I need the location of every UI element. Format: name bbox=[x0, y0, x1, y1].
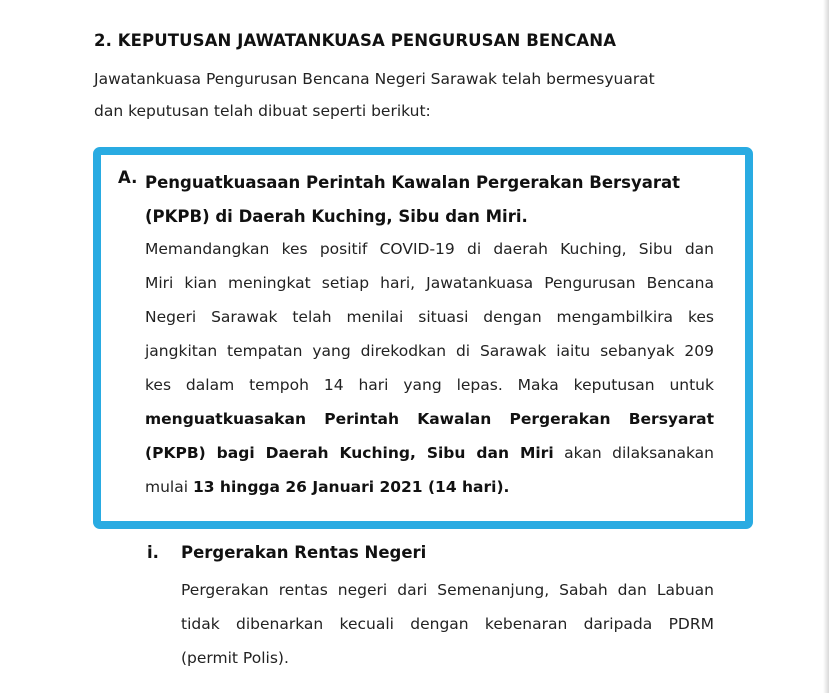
body-line: jangkitan tempatan yang direkodkan di Sarawak iaitu sebanyak 209 bbox=[145, 342, 714, 360]
item-a-title-line: Penguatkuasaan Perintah Kawalan Pergerakan Bersyarat bbox=[145, 173, 681, 192]
intro-line: Jawatankuasa Pengurusan Bencana Negeri Sarawak telah bermesyuarat bbox=[94, 70, 655, 88]
regular-text: akan dilaksanakan bbox=[553, 444, 714, 462]
sub-item-title: Pergerakan Rentas Negeri bbox=[181, 543, 427, 562]
sub-item-marker: i. bbox=[147, 543, 159, 562]
item-a-marker: A. bbox=[118, 168, 138, 187]
regular-text: mulai bbox=[145, 478, 193, 496]
body-line: Negeri Sarawak telah menilai situasi dengan mengambilkira kes bbox=[145, 308, 714, 326]
bold-text: menguatkuasakan Perintah Kawalan Pergerakan Bersyarat bbox=[145, 410, 714, 428]
body-line-mixed bbox=[145, 470, 714, 504]
item-a-body bbox=[145, 232, 714, 504]
bold-text: (PKPB) bagi Daerah Kuching, Sibu dan Miri bbox=[145, 444, 554, 462]
sub-body-line: (permit Polis). bbox=[181, 649, 289, 667]
item-a-title bbox=[145, 166, 680, 234]
sub-body-line: tidak dibenarkan kecuali dengan kebenaran daripada PDRM bbox=[181, 615, 714, 633]
intro-paragraph bbox=[94, 63, 734, 127]
body-line-bold bbox=[145, 402, 714, 436]
item-a-title-line: (PKPB) di Daerah Kuching, Sibu dan Miri. bbox=[145, 207, 528, 226]
sub-item-body bbox=[181, 573, 714, 675]
sub-body-line: Pergerakan rentas negeri dari Semenanjung, Sabah dan Labuan bbox=[181, 581, 714, 599]
section-heading: 2. KEPUTUSAN JAWATANKUASA PENGURUSAN BENCANA bbox=[94, 31, 617, 50]
body-line: kes dalam tempoh 14 hari yang lepas. Maka keputusan untuk bbox=[145, 376, 714, 394]
page-edge-shadow bbox=[823, 0, 829, 693]
intro-line: dan keputusan telah dibuat seperti berikut: bbox=[94, 102, 431, 120]
bold-date-text: 13 hingga 26 Januari 2021 (14 hari). bbox=[192, 478, 510, 496]
body-line: Miri kian meningkat setiap hari, Jawatankuasa Pengurusan Bencana bbox=[145, 274, 714, 292]
body-line: Memandangkan kes positif COVID-19 di daerah Kuching, Sibu dan bbox=[145, 240, 714, 258]
body-line-mixed bbox=[145, 436, 714, 470]
